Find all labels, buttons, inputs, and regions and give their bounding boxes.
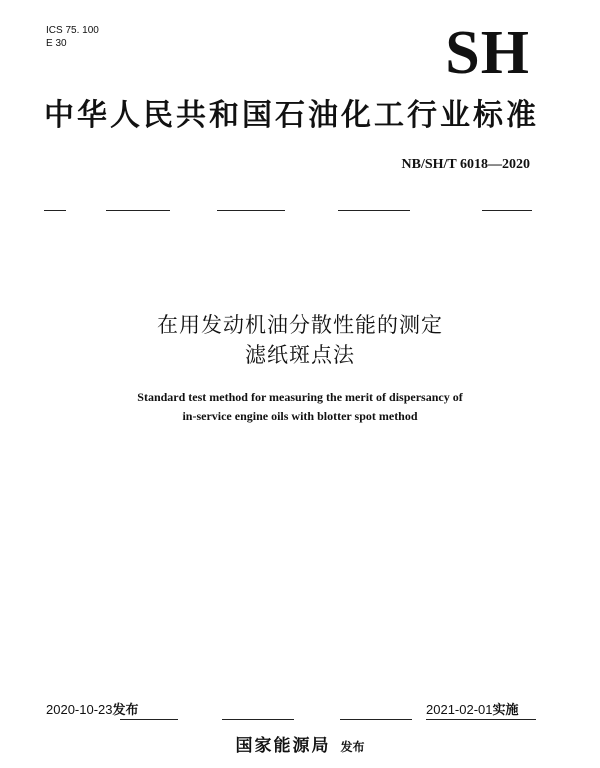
issue-underline [120, 719, 178, 720]
issue-date [46, 702, 139, 719]
standard-mark: SH [445, 19, 530, 87]
implement-date-label: 实施 [492, 703, 519, 718]
classification-codes [46, 25, 99, 51]
separator-segment [222, 719, 294, 720]
separator-segment [44, 210, 66, 211]
standard-code: NB/SH/T 6018—2020 [401, 157, 530, 172]
english-title [0, 388, 600, 426]
document-title [0, 310, 600, 370]
separator-segment [340, 719, 412, 720]
document-title-line1: 在用发动机油分散性能的测定 [157, 313, 443, 337]
implement-date [426, 702, 519, 719]
separator-segment [482, 210, 532, 211]
issuer [0, 736, 600, 757]
issuer-label: 发布 [340, 740, 365, 754]
ccs-code: E 30 [46, 38, 67, 49]
english-title-line1: Standard test method for measuring the merit of dispersancy of [137, 390, 463, 404]
separator-segment [106, 210, 170, 211]
issue-date-value: 2020-10-23 [46, 702, 113, 717]
implement-underline [426, 719, 536, 720]
separator-segment [338, 210, 410, 211]
implement-date-value: 2021-02-01 [426, 702, 493, 717]
issuer-name: 国家能源局 [235, 736, 331, 756]
issue-date-label: 发布 [112, 703, 139, 718]
document-title-line2: 滤纸斑点法 [245, 343, 355, 367]
standard-category: 中华人民共和国石油化工行业标准 [44, 98, 539, 133]
english-title-line2: in-service engine oils with blotter spot method [182, 409, 418, 423]
ics-code: ICS 75. 100 [46, 25, 99, 36]
separator-segment [217, 210, 285, 211]
